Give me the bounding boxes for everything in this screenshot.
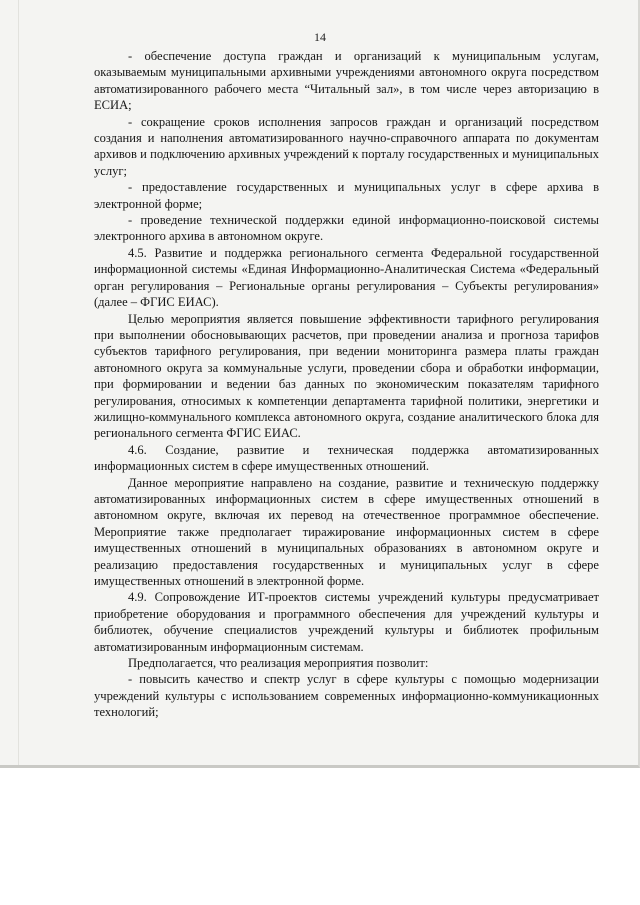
paragraph: - проведение технической поддержки единой информационно-поисковой системы электронного архива в автономном округе. xyxy=(94,213,599,244)
paragraph: Целью мероприятия является повышение эффективности тарифного регулирования при выполнении обосновывающих расчетов, при проведении анализа и прогноза тарифов субъектов тарифного регулирования, при ведении мониторинга размера платы граждан автономного округа за коммунальные услуги, проведении сбора и обработки информации, при формировании и ведении баз данных по экономическим показателям тарифного регулирования, относимых к компетенции департамента тарифной политики, энергетики и жилищно-коммунального комплекса автономного округа, создание аналитического блока для регионального сегмента ФГИС ЕИАС. xyxy=(94,311,599,441)
paragraph: Данное мероприятие направлено на создание, развитие и техническую поддержку автоматизированных информационных систем в сфере имущественных отношений в автономном округе, включая их перевод на отечественное программное обеспечение. Мероприятие также предполагает тиражирование информационных систем в сфере имущественных отношений в муниципальных образованиях в автономном округе и реализацию предоставления государственных и муниципальных услуг в сфере имущественных отношений в электронной форме. xyxy=(94,475,599,588)
page-number: 14 xyxy=(314,30,326,44)
section-4-5-heading: 4.5. Развитие и поддержка регионального сегмента Федеральной государственной информационной системы «Единая Информационно-Аналитическая Система «Федеральный орган регулирования – Региональные органы регулирования – Субъекты регулирования» (далее – ФГИС ЕИАС). xyxy=(94,245,599,310)
page-body xyxy=(94,48,599,721)
section-4-6-heading: 4.6. Создание, развитие и техническая поддержка автоматизированных информационных систем в сфере имущественных отношений. xyxy=(94,442,599,474)
paragraph: - предоставление государственных и муниципальных услуг в сфере архива в электронной форме; xyxy=(94,180,599,211)
paragraph: - сокращение сроков исполнения запросов граждан и организаций посредством создания и наполнения автоматизированного научно-справочного аппарата по документам архивов и подключению архивных учреждений к порталу государственных и муниципальных услуг; xyxy=(94,114,599,178)
paragraph: Предполагается, что реализация мероприятия позволит: xyxy=(128,656,429,671)
paragraph: - повысить качество и спектр услуг в сфере культуры с помощью модернизации учреждений культуры с использованием современных информационно-коммуникационных технологий; xyxy=(94,672,599,720)
paragraph: - обеспечение доступа граждан и организаций к муниципальным услугам, оказываемым муниципальными архивными учреждениями автономного округа посредством автоматизированного рабочего места “Читальный зал», в том числе через авторизацию в ЕСИА; xyxy=(94,49,599,113)
section-4-9-heading: 4.9. Сопровождение ИТ-проектов системы учреждений культуры предусматривает приобретение оборудования и программного обеспечения для учреждений культуры и библиотек, обучение специалистов учреждений культуры и библиотек профильным автоматизированным информационным системам. xyxy=(94,590,599,654)
